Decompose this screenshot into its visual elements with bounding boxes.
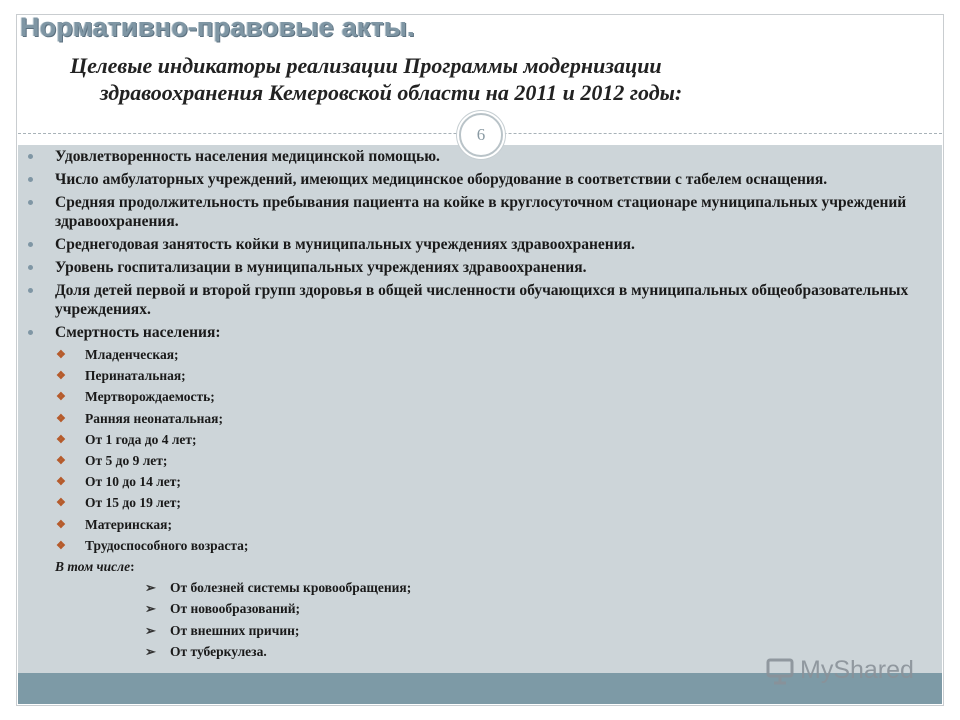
diamond-bullet-icon: ❖ bbox=[56, 391, 66, 404]
presentation-board-icon bbox=[766, 657, 794, 685]
indicator-item: Доля детей первой и второй групп здоровья в общей численности обучающихся в муниципальных общеобразовательных учреждениях. bbox=[18, 281, 918, 319]
bullet-icon bbox=[28, 200, 33, 205]
cause-item: ➢ От болезней системы кровообращения; bbox=[145, 579, 412, 595]
indicator-item: Среднегодовая занятость койки в муниципальных учреждениях здравоохранения. bbox=[18, 235, 918, 254]
mortality-item: ❖ Ранняя неонатальная; bbox=[56, 410, 223, 426]
indicator-item: Число амбулаторных учреждений, имеющих медицинское оборудование в соответствии с табелем оснащения. bbox=[18, 170, 918, 189]
indicator-item: Средняя продолжительность пребывания пациента на койке в круглосуточном стационаре муниципальных учреждений здравоохранения. bbox=[18, 193, 918, 231]
mortality-item: ❖ Младенческая; bbox=[56, 347, 179, 362]
cause-item: ➢ От новообразований; bbox=[145, 601, 301, 617]
arrow-bullet-icon: ➢ bbox=[145, 579, 156, 595]
mortality-item: ❖ Мертворождаемость; bbox=[56, 389, 215, 405]
bullet-icon bbox=[28, 288, 33, 293]
indicator-item: Смертность населения: bbox=[18, 323, 918, 342]
diamond-bullet-icon: ❖ bbox=[56, 349, 66, 361]
arrow-bullet-icon: ➢ bbox=[145, 601, 156, 617]
diamond-bullet-icon: ❖ bbox=[56, 497, 66, 510]
diamond-bullet-icon: ❖ bbox=[56, 454, 66, 467]
diamond-bullet-icon: ❖ bbox=[56, 539, 66, 552]
bullet-icon bbox=[28, 154, 33, 159]
indicator-item: Уровень госпитализации в муниципальных учреждениях здравоохранения. bbox=[18, 258, 918, 277]
bullet-icon bbox=[28, 242, 33, 247]
diamond-bullet-icon: ❖ bbox=[56, 370, 66, 383]
heading-line-1: Целевые индикаторы реализации Программы модернизации bbox=[70, 53, 662, 78]
mortality-item: ❖ Перинатальная; bbox=[56, 368, 186, 384]
mortality-item: ❖ От 1 года до 4 лет; bbox=[56, 431, 197, 447]
mortality-item: ❖ Материнская; bbox=[56, 516, 172, 532]
bullet-icon bbox=[28, 265, 33, 270]
diamond-bullet-icon: ❖ bbox=[56, 476, 66, 489]
heading-line-2: здравоохранения Кемеровской области на 2011 и 2012 годы: bbox=[100, 80, 683, 105]
page-number: 6 bbox=[459, 113, 503, 157]
diamond-bullet-icon: ❖ bbox=[56, 518, 66, 531]
bullet-icon bbox=[28, 330, 33, 335]
mortality-item: ❖ От 5 до 9 лет; bbox=[56, 452, 168, 468]
including-label: В том числе: bbox=[55, 558, 135, 574]
arrow-bullet-icon: ➢ bbox=[145, 622, 156, 638]
slide-heading bbox=[70, 52, 920, 106]
cause-item: ➢ От внешних причин; bbox=[145, 622, 300, 638]
diamond-bullet-icon: ❖ bbox=[56, 412, 66, 425]
mortality-item: ❖ От 15 до 19 лет; bbox=[56, 495, 181, 511]
cause-item: ➢ От туберкулеза. bbox=[145, 644, 267, 660]
mortality-item: ❖ От 10 до 14 лет; bbox=[56, 474, 181, 490]
indicator-item: Удовлетворенность населения медицинской помощью. bbox=[18, 147, 918, 166]
diamond-bullet-icon: ❖ bbox=[56, 433, 66, 446]
slide-top-title: Нормативно-правовые акты. bbox=[20, 12, 416, 42]
arrow-bullet-icon: ➢ bbox=[145, 644, 156, 660]
watermark bbox=[766, 656, 914, 685]
bullet-icon bbox=[28, 177, 33, 182]
watermark-text: MyShared bbox=[800, 656, 914, 684]
mortality-item: ❖ Трудоспособного возраста; bbox=[56, 537, 249, 553]
content-list bbox=[18, 147, 918, 665]
